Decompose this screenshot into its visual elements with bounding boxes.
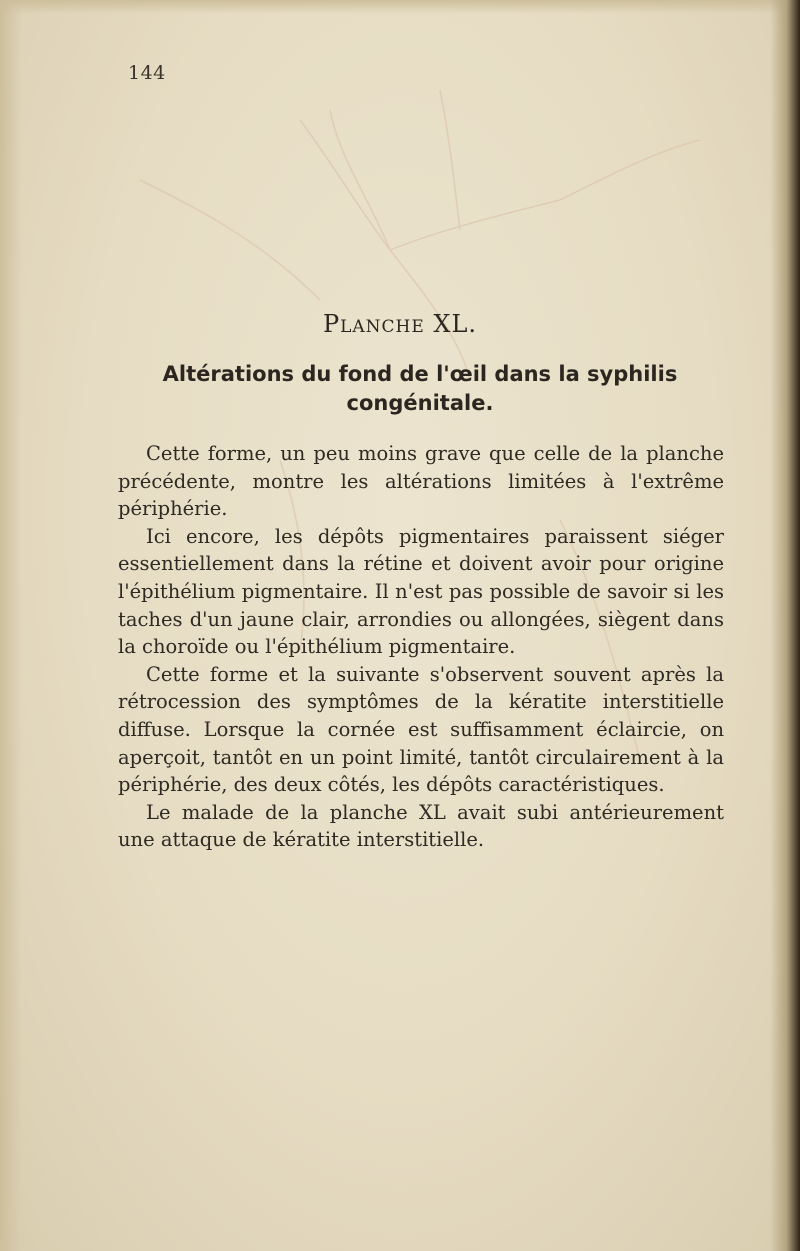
body-text	[118, 440, 724, 854]
paragraph-3: Cette forme et la suivante s'observent souvent après la rétrocession des symptômes de la kératite interstitielle diffuse. Lorsque la cornée est suffisamment éclaircie, on aperçoit, tantôt en un point limité, tantôt circulairement à la périphérie, des deux côtés, les dépôts caractéristiques.	[118, 662, 724, 797]
paragraph-4: Le malade de la planche XL avait subi antérieurement une attaque de kératite interstitielle.	[118, 800, 724, 852]
paragraph-1: Cette forme, un peu moins grave que celle de la planche précédente, montre les altérations limitées à l'extrême périphérie.	[118, 442, 724, 521]
page-number: 144	[128, 62, 166, 84]
section-heading: Altérations du fond de l'œil dans la syphilis congénitale.	[162, 362, 678, 415]
plate-title: Planche XL.	[322, 310, 478, 338]
paragraph-2: Ici encore, les dépôts pigmentaires paraissent siéger essentiellement dans la rétine et doivent avoir pour origine l'épithélium pigmentaire. Il n'est pas possible de savoir si les taches d'un jaune clair, arrondies ou allongées, siègent dans la choroïde ou l'épithélium pigmentaire.	[118, 524, 724, 659]
